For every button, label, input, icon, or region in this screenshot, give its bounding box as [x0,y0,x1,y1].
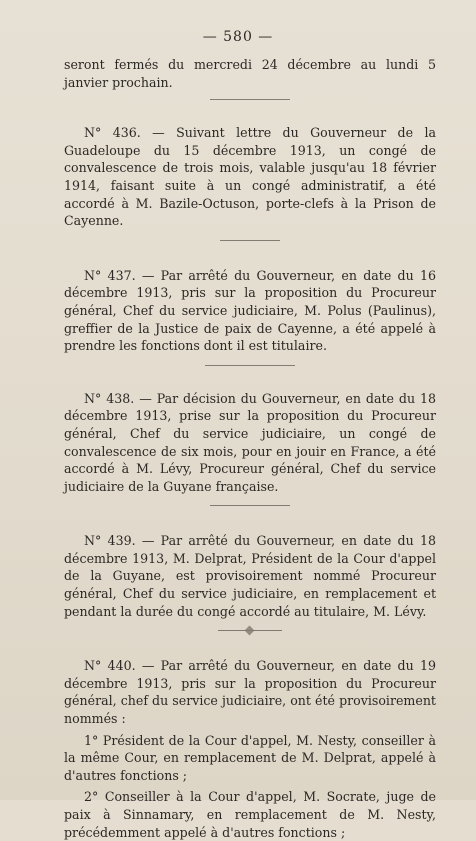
separator-rule [220,240,280,241]
paragraph-440-item-1: 1° Président de la Cour d'appel, M. Nesty, conseiller à la même Cour, en remplacement de M. Delprat, appelé à d'autres fonctions ; [64,732,436,783]
paragraph-437: N° 437. — Par arrêté du Gouverneur, en date du 16 décembre 1913, pris sur la proposition du Procureur général, Chef du service judiciaire, M. Polus (Paulinus), greffier de la Justice de paix de Cayenne, a été appelé à prendre les fonctions dont il est titulaire. [64,267,436,354]
paragraph-440: N° 440. — Par arrêté du Gouverneur, en date du 19 décembre 1913, pris sur la proposition du Procureur général, chef du service judiciaire, ont été provisoirement nommés : [64,658,436,727]
separator-rule [205,365,295,366]
paragraph-440-item-2: 2° Conseiller à la Cour d'appel, M. Socrate, juge de paix à Sinnamary, en remplacement de M. Nesty, précédemment appelé à d'autres fonctions ; [64,789,436,840]
page-number: — 580 — [202,29,274,45]
paragraph-continuation: seront fermés du mercredi 24 décembre au lundi 5 janvier prochain. [64,57,436,90]
paragraph-438: N° 438. — Par décision du Gouverneur, en date du 18 décembre 1913, prise sur la proposition du Procureur général, Chef du service judiciaire, un congé de convalescence de six mois, pour en jouir en France, a été accordé à M. Lévy, Procureur général, Chef du service judiciaire de la Guyane française. [64,390,436,494]
separator-ornament [218,630,282,631]
paragraph-436: N° 436. — Suivant lettre du Gouverneur de la Guadeloupe du 15 décembre 1913, un congé de convalescence de trois mois, valable jusqu'au 18 février 1914, faisant suite à un congé administratif, a été accordé à M. Bazile-Octuson, porte-clefs à la Prison de Cayenne. [64,125,436,229]
document-body [64,56,436,841]
separator-rule [210,99,290,100]
separator-rule [210,505,290,506]
paragraph-439: N° 439. — Par arrêté du Gouverneur, en date du 18 décembre 1913, M. Delprat, Président de la Cour d'appel de la Guyane, est provisoirement nommé Procureur général, Chef du service judiciaire, en remplacement et pendant la durée du congé accordé au titulaire, M. Lévy. [64,533,436,619]
